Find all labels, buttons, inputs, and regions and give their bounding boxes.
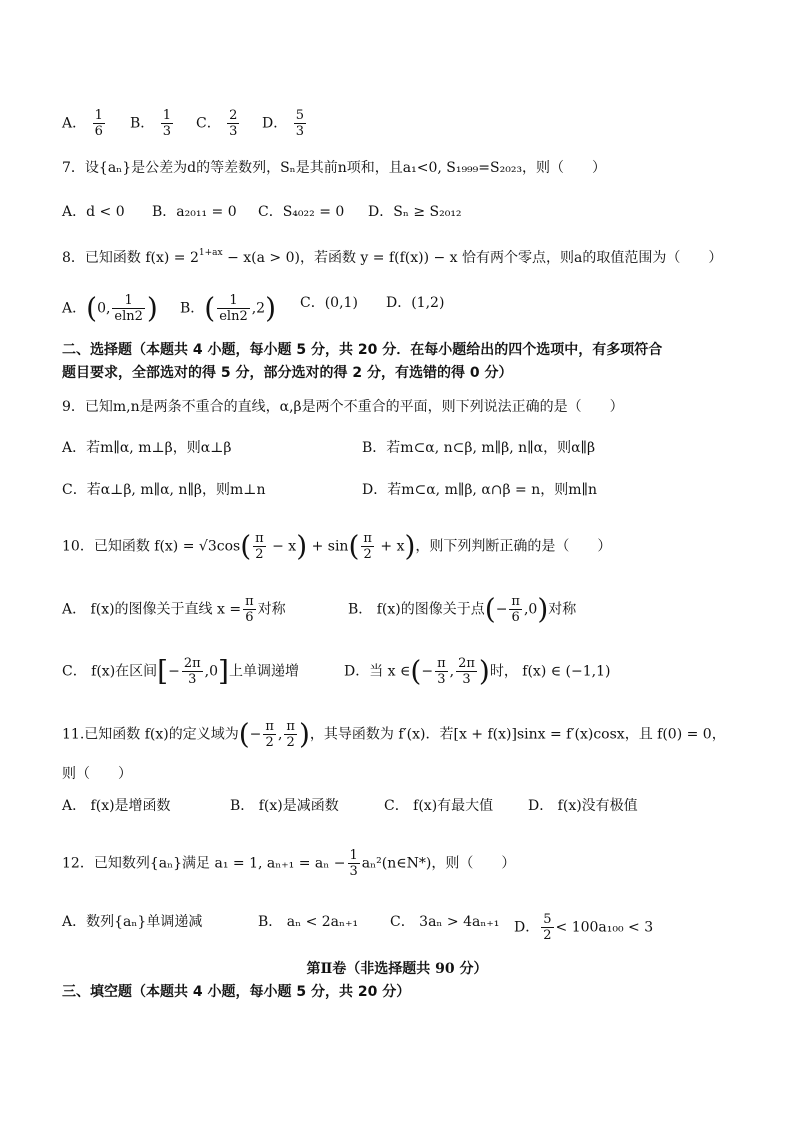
section-3-heading: 三、填空题（本题共 4 小题，每小题 5 分，共 20 分） [62, 984, 411, 1000]
q10-stem: 10．已知函数 f(x) = √3cos( $\frac{\pi}{2}$ − x) + sin( $\frac{\pi}{2}$ + x)，则下列判断正确的是（ ） [62, 529, 612, 563]
q10-option-a: A． f(x)的图像关于直线 x = $\frac{\pi}{6}$ 对称 [62, 594, 286, 625]
fraction: $\frac{\pi}{2}$ [363, 531, 372, 562]
fraction: $\frac{2\pi}{3}$ [183, 656, 201, 687]
q7-option-c: C．S₄₀₂₂ = 0 [258, 204, 345, 220]
section-2-heading-line1: 二、选择题（本题共 4 小题，每小题 5 分，共 20 分．在每小题给出的四个选项中，有多项符合 [62, 342, 663, 358]
q9-option-d: D．若m⊂α, m∥β, α∩β = n，则m∥n [362, 482, 598, 498]
q12-stem: 12．已知数列{aₙ}满足 a₁ = 1, aₙ₊₁ = aₙ − $\frac{1}{3}$ aₙ²(n∈N*)，则（ ） [62, 848, 516, 879]
fraction: $\frac{1}{eln2}$ [219, 293, 248, 324]
fraction: $\frac{\pi}{2}$ [265, 719, 274, 750]
q6-option-a: A． $\frac{1}{6}$ [62, 108, 103, 139]
fraction: $\frac{\pi}{2}$ [255, 531, 264, 562]
q12-option-a: A．数列{aₙ}单调递减 [62, 914, 203, 930]
fraction: $\frac{1}{eln2}$ [114, 293, 143, 324]
q11-option-b: B． f(x)是减函数 [230, 798, 339, 814]
fraction: $\frac{1}{3}$ [162, 108, 172, 139]
fraction: $\frac{\pi}{2}$ [286, 719, 295, 750]
fraction: $\frac{\pi}{6}$ [245, 594, 254, 625]
q9-option-a: A．若m∥α, m⊥β，则α⊥β [62, 440, 232, 456]
q10-option-d: D．当 x ∈(− $\frac{\pi}{3}$ , $\frac{2\pi}{3}$ )时， f(x) ∈ (−1,1) [344, 654, 611, 688]
fraction: $\frac{5}{2}$ [543, 912, 552, 943]
q8-option-d: D．(1,2) [386, 295, 445, 311]
q6-option-b: B． $\frac{1}{3}$ [130, 108, 172, 139]
q8-option-b: B．( $\frac{1}{eln2}$ ,2) [180, 291, 277, 325]
section-2-heading-line2: 题目要求，全部选对的得 5 分，部分选对的得 2 分，有选错的得 0 分） [62, 365, 513, 381]
fraction: $\frac{2\pi}{3}$ [458, 656, 475, 687]
q11-option-d: D． f(x)没有极值 [528, 798, 638, 814]
fraction: $\frac{2}{3}$ [229, 108, 238, 139]
q6-option-c: C． $\frac{2}{3}$ [196, 108, 238, 139]
q12-option-c: C． 3aₙ > 4aₙ₊₁ [390, 914, 500, 930]
q10-option-c: C． f(x)在区间[− $\frac{2\pi}{3}$ ,0]上单调递增 [62, 654, 299, 688]
fraction: $\frac{\pi}{3}$ [437, 656, 446, 687]
part-2-heading: 第Ⅱ卷（非选择题共 90 分） [306, 961, 488, 977]
q7-option-b: B．a₂₀₁₁ = 0 [152, 204, 237, 220]
fraction: $\frac{5}{3}$ [295, 108, 304, 139]
fraction: $\frac{\pi}{6}$ [511, 594, 520, 625]
q8-stem: 8．已知函数 $f(x) = 2^{1+ax} - x(a > 0)$，若函数 y = f(f(x)) − x 恰有两个零点，则a的取值范围为（ ） [62, 248, 723, 266]
q7-option-a: A．d < 0 [62, 204, 125, 220]
q12-option-d: D． $\frac{5}{2}$ < 100a₁₀₀ < 3 [514, 912, 654, 943]
q7-option-d: D．Sₙ ≥ S₂₀₁₂ [368, 204, 462, 220]
fraction: $\frac{1}{3}$ [349, 848, 358, 879]
q11-stem: 11.已知函数 f(x)的定义域为(− $\frac{\pi}{2}$ , $\frac{\pi}{2}$ )，其导函数为 f′(x)．若[x + f(x)]sinx = f′(x)cosx，且 f(0) = 0， [62, 717, 726, 751]
q11-stem-line2: 则（ ） [62, 766, 132, 782]
q6-option-d: D． $\frac{5}{3}$ [262, 108, 304, 139]
q10-option-b: B． f(x)的图像关于点(− $\frac{\pi}{6}$ ,0)对称 [348, 592, 577, 626]
q12-option-b: B． aₙ < 2aₙ₊₁ [258, 914, 359, 930]
q11-option-c: C． f(x)有最大值 [384, 798, 494, 814]
q9-option-c: C．若α⊥β, m∥α, n∥β，则m⊥n [62, 482, 266, 498]
q9-option-b: B．若m⊂α, n⊂β, m∥β, n∥α，则α∥β [362, 440, 596, 456]
q9-stem: 9．已知m,n是两条不重合的直线，α,β是两个不重合的平面，则下列说法正确的是（ ） [62, 399, 624, 415]
fraction: $\frac{1}{6}$ [94, 108, 103, 139]
q11-option-a: A． f(x)是增函数 [62, 798, 171, 814]
q7-stem: 7．设{aₙ}是公差为d的等差数列，Sₙ是其前n项和，且a₁<0, S₁₉₉₉=S₂₀₂₃，则（ ） [62, 160, 607, 176]
q8-option-a: A．(0, $\frac{1}{eln2}$ ) [62, 291, 158, 325]
q8-option-c: C．(0,1) [300, 295, 358, 311]
